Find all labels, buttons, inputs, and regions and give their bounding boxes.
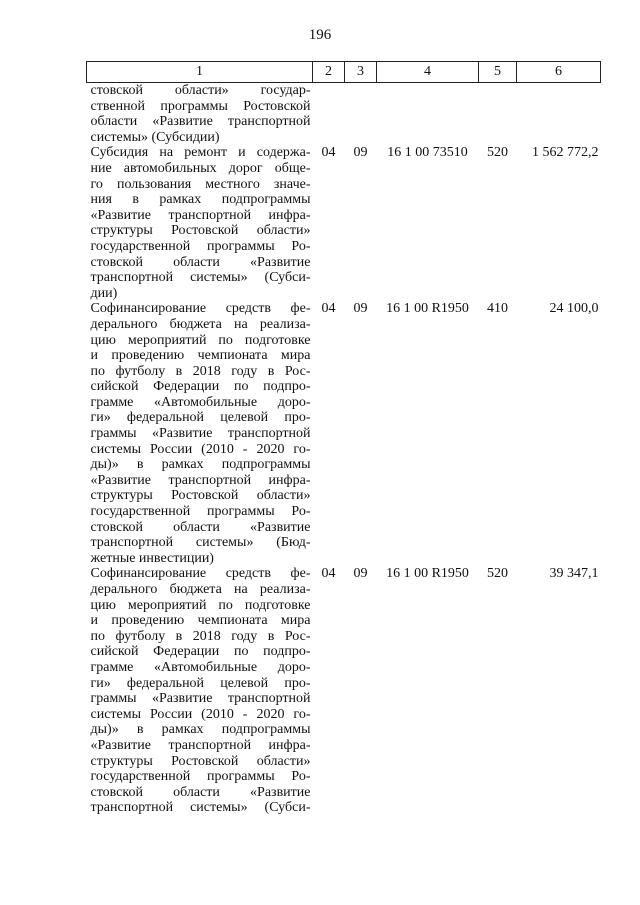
description-line: по футболу в 2018 году в Рос- (90, 363, 311, 379)
description-line: ды)» в рамках подпрограммы (90, 722, 311, 738)
cell-subsection: 09 (353, 566, 368, 582)
row-description (87, 83, 313, 146)
description-line: и проведению чемпионата мира (90, 613, 311, 629)
cell-target-article: 16 1 00 R1950 (386, 301, 469, 317)
description-line: ния в рамках подпрограммы (90, 192, 311, 208)
description-line: «Развитие транспортной инфра- (90, 472, 311, 488)
description-line: Софинансирование средств фе- (90, 566, 311, 582)
description-line: стовской области «Развитие (90, 519, 311, 535)
description-line: системы России (2010 - 2020 го- (90, 706, 311, 722)
row-description (87, 301, 313, 566)
description-line: дерального бюджета на реализа- (90, 316, 311, 332)
description-line: и проведению чемпионата мира (90, 348, 311, 364)
description-line: граммы «Развитие транспортной (90, 426, 311, 442)
description-line: «Развитие транспортной инфра- (90, 207, 311, 223)
table-body (87, 83, 601, 816)
description-line: стовской области «Развитие (90, 784, 311, 800)
cell-amount: 1 562 772,2 (532, 145, 599, 161)
description-line: государственной программы Ро- (90, 238, 311, 254)
cell-expense-type (479, 83, 517, 146)
description-line: цию мероприятий по подготовке (90, 332, 311, 348)
cell-section: 04 (321, 145, 336, 161)
cell-target-article: 16 1 00 R1950 (386, 566, 469, 582)
description-line: го пользования местного значе- (90, 176, 311, 192)
description-line: дии) (90, 285, 118, 301)
description-line: структуры Ростовской области» (90, 753, 311, 769)
cell-target-article (377, 83, 479, 146)
header-col-2: 2 (313, 62, 345, 83)
header-col-6: 6 (517, 62, 601, 83)
cell-subsection (345, 83, 377, 146)
cell-expense-type: 520 (487, 566, 508, 582)
table-row (87, 301, 601, 566)
description-line: дерального бюджета на реализа- (90, 582, 311, 597)
table-header (87, 62, 601, 83)
description-line: жетные инвестиции) (90, 550, 214, 566)
header-row (87, 62, 601, 83)
cell-section: 04 (321, 301, 336, 317)
description-line: стовской области «Развитие (90, 254, 311, 270)
description-line: сийской Федерации по подпро- (90, 644, 311, 660)
description-line: системы» (Субсидии) (90, 129, 220, 145)
header-col-5: 5 (479, 62, 517, 83)
table-row (87, 145, 601, 301)
cell-target-article: 16 1 00 73510 (387, 145, 468, 161)
description-line: области «Развитие транспортной (90, 114, 311, 130)
description-line: цию мероприятий по подготовке (90, 597, 311, 613)
description-line: государственной программы Ро- (90, 769, 311, 785)
description-line: государственной программы Ро- (90, 504, 311, 520)
budget-table (86, 61, 601, 816)
description-line: транспортной системы» (Субси- (90, 800, 311, 816)
description-line: грамме «Автомобильные доро- (90, 394, 311, 410)
cell-subsection: 09 (353, 145, 368, 161)
cell-amount (517, 83, 601, 146)
description-line: транспортной системы» (Бюд- (90, 535, 311, 551)
description-line: ги» федеральной целевой про- (90, 675, 311, 691)
row-description (87, 145, 313, 301)
description-line: граммы «Развитие транспортной (90, 691, 311, 707)
cell-expense-type: 410 (487, 301, 508, 317)
cell-amount: 39 347,1 (549, 566, 599, 582)
description-line: структуры Ростовской области» (90, 488, 311, 504)
description-line: Субсидия на ремонт и содержа- (90, 145, 311, 161)
description-line: грамме «Автомобильные доро- (90, 659, 311, 675)
header-col-3: 3 (345, 62, 377, 83)
header-col-4: 4 (377, 62, 479, 83)
row-description (87, 566, 313, 816)
description-line: стовской области» государ- (90, 83, 311, 98)
description-line: ственной программы Ростовской (90, 98, 311, 114)
header-col-1: 1 (87, 62, 313, 83)
description-line: структуры Ростовской области» (90, 223, 311, 239)
table-row (87, 566, 601, 816)
description-line: транспортной системы» (Субси- (90, 270, 311, 286)
table-row (87, 83, 601, 146)
description-line: ги» федеральной целевой про- (90, 410, 311, 426)
cell-expense-type: 520 (487, 145, 508, 161)
page-number: 196 (308, 27, 332, 43)
description-line: Софинансирование средств фе- (90, 301, 311, 317)
cell-section: 04 (321, 566, 336, 582)
description-line: по футболу в 2018 году в Рос- (90, 628, 311, 644)
cell-amount: 24 100,0 (549, 301, 599, 317)
description-line: ние автомобильных дорог обще- (90, 160, 311, 176)
description-line: ды)» в рамках подпрограммы (90, 457, 311, 473)
description-line: «Развитие транспортной инфра- (90, 737, 311, 753)
cell-section (313, 83, 345, 146)
description-line: сийской Федерации по подпро- (90, 379, 311, 395)
cell-subsection: 09 (353, 301, 368, 317)
description-line: системы России (2010 - 2020 го- (90, 441, 311, 457)
